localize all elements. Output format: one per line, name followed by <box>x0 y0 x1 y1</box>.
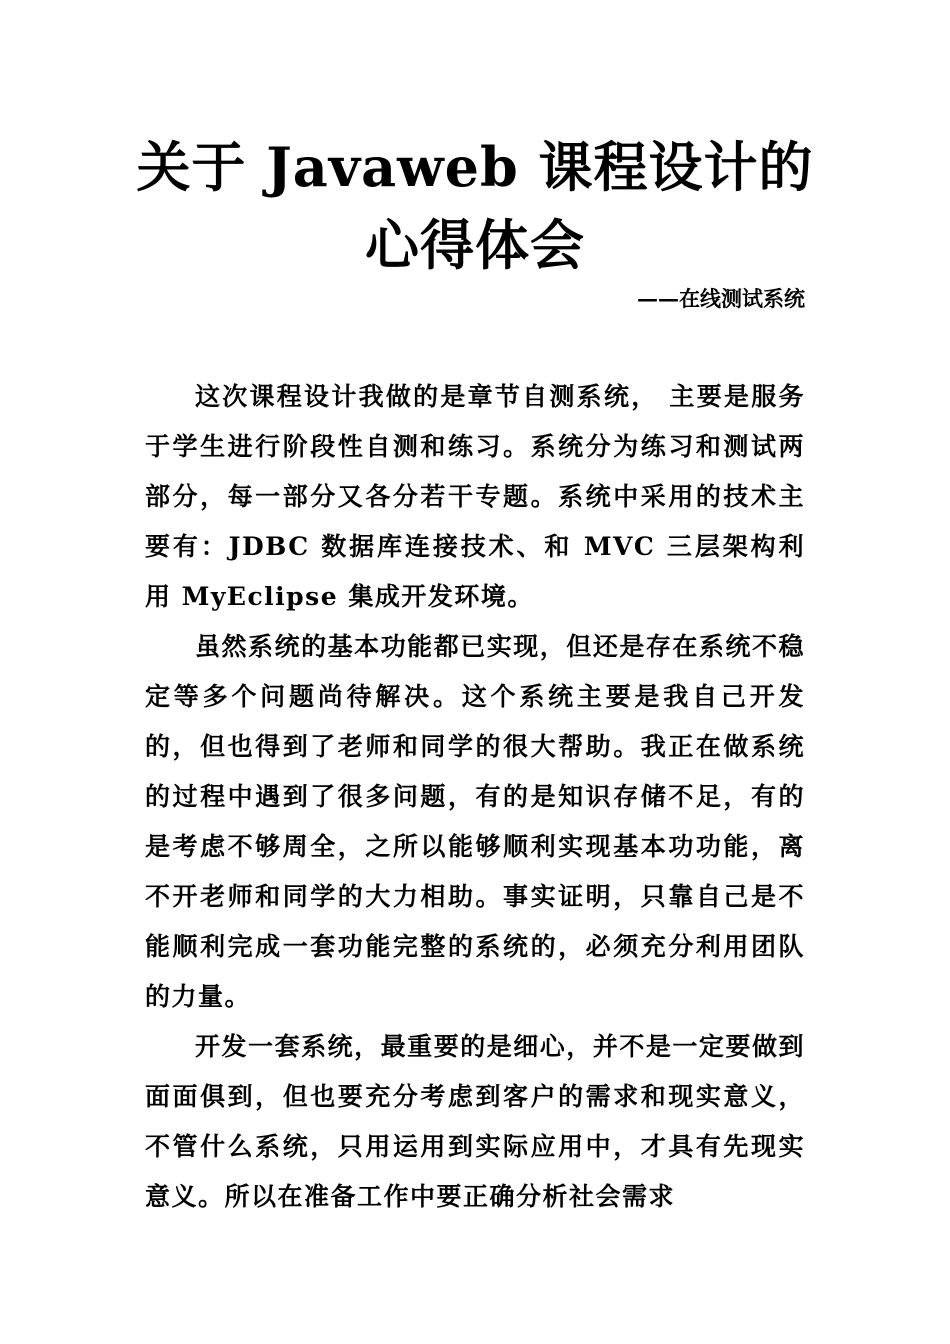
document-title <box>120 128 830 284</box>
title-line-2: 心得体会 <box>365 213 585 277</box>
paragraph-1: 这次课程设计我做的是章节自测系统， 主要是服务于学生进行阶段性自测和练习。系统分为练习和测试两部分，每一部分又各分若干专题。系统中采用的技术主要有：JDBC 数据库连接技术、和 MVC 三层架构利用 MyEclipse 集成开发环境。 <box>145 382 805 611</box>
paragraph-3: 开发一套系统，最重要的是细心，并不是一定要做到面面俱到，但也要充分考虑到客户的需求和现实意义，不管什么系统，只用运用到实际应用中，才具有先现实意义。所以在准备工作中要正确分析社会需求 <box>145 1032 805 1211</box>
paragraph-2: 虽然系统的基本功能都已实现，但还是存在系统不稳定等多个问题尚待解决。这个系统主要是我自己开发的，但也得到了老师和同学的很大帮助。我正在做系统的过程中遇到了很多问题，有的是知识存储不足，有的是考虑不够周全，之所以能够顺利实现基本功功能，离不开老师和同学的大力相助。事实证明，只靠自己是不能顺利完成一套功能完整的系统的，必须充分利用团队的力量。 <box>145 632 805 1011</box>
document-body <box>145 372 805 1222</box>
title-line-1: 关于 Javaweb 课程设计的 <box>136 135 814 199</box>
document-subtitle: ——在线测试系统 <box>637 286 805 311</box>
